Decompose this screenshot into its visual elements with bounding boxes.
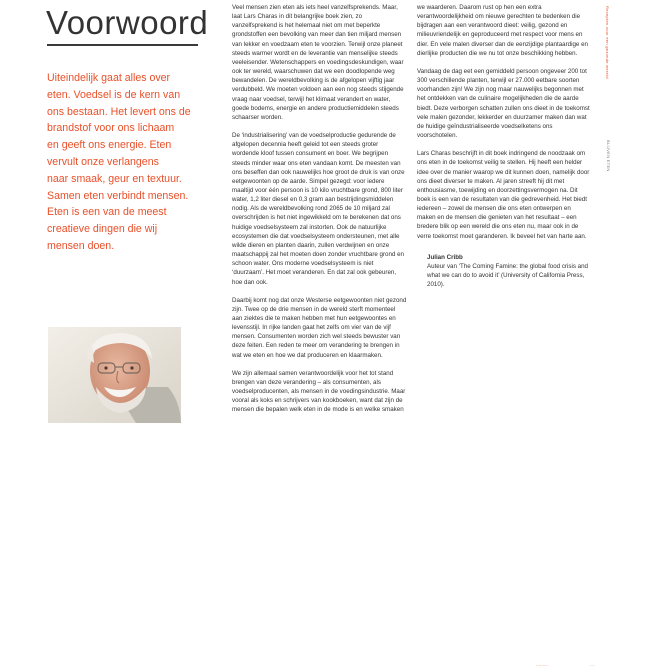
signature-name: Julian Cribb (427, 253, 463, 261)
intro-line: Eten is een van de meest (47, 206, 167, 219)
author-portrait (48, 327, 181, 423)
footer-mark: ··· (590, 663, 594, 668)
body-column-right (417, 3, 591, 298)
intro-line: eten. Voedsel is de kern van (47, 88, 181, 101)
intro-line: naar smaak, geur en textuur. (47, 172, 182, 185)
page-title: Voorwoord (46, 4, 209, 41)
footer-mark: ········· (536, 663, 548, 668)
intro-line: creatieve dingen die wij (47, 223, 158, 236)
body-paragraph: De ‘industrialisering’ van de voedselproductie gedurende de afgelopen decennia heeft geleid tot een steeds groter wordende kloof tussen consument en boer. We begrijpen steeds minder waar ons eten vandaan komt. De meesten van ons beseffen dan ook nauwelijks hoe groot de druk is van onze eetgewoonten op de aarde. Simpel gezegd: voor iedere maaltijd voor één persoon is 10 kilo vruchtbare grond, 800 liter water, 1,2 liter diesel en 0,3 gram aan bestrijdingsmiddelen nodig. Als de wereldbevolking rond 2065 de 10 miljard zal overschrijden is het niet ingewikkeld om te berekenen dat ons huidige voedselsysteem zal instorten. Ook de natuurlijke ecosystemen die dat voedselsysteem ondersteunen, met alle wilde dieren en planten daarin, zullen verdwijnen en onze maatschappij zal het moeten doen zonder vruchtbare grond en schoon water. Ons moderne voedselsysteem is niet ‘duurzaam’. Het moet veranderen. En dat zal ook gebeuren, hoe dan ook. (232, 132, 405, 286)
intro-line: Uiteindelijk gaat alles over (47, 72, 171, 84)
intro-line: Samen eten verbindt mensen. (47, 189, 189, 202)
title-underline (47, 44, 198, 46)
body-paragraph: Vandaag de dag eet een gemiddeld persoon ongeveer 200 tot 300 verschillende planten, terwijl er 27.000 eetbare soorten voorhanden zijn! We zijn nog maar nauwelijks begonnen met het ontdekken van de culinaire mogelijkheden die de aarde biedt. Deze verborgen schatten zullen ons dieet in de toekomst vele malen gezonder, lekkerder en duurzamer maken dan wat de huidige geïndustrialiseerde voedselketens ons voorschotelen. (417, 67, 590, 140)
intro-line: ons bestaan. Het levert ons de (47, 105, 191, 118)
running-header-label: Recepten voor een gezonde wereld (605, 6, 610, 79)
intro-line: brandstof voor ons lichaam (47, 122, 175, 135)
author-portrait-drawing (48, 327, 181, 423)
body-paragraph: we waarderen. Daarom rust op hen een extra verantwoordelijkheid om nieuwe gerechten te bedenken die bijdragen aan een verantwoord dieet: veilig, gezond en milieuvriendelijk en geproduceerd met respect voor mens en dier. En vele malen diverser dan de eenzijdige plantaardige en dierlijke producten die we nu tot onze beschikking hebben. (417, 4, 588, 57)
intro-line: en geeft ons energie. Eten (47, 139, 172, 152)
intro-line: vervult onze verlangens (47, 155, 159, 168)
body-paragraph: Veel mensen zien eten als iets heel vanzelfsprekends. Maar, laat Lars Charas in dit belangrijke boek zien, zo vanzelfsprekend is het helemaal niet om met beperkte grondstoffen een bevolking van meer dan tien miljard mensen van lekker en voedzaam eten te voorzien. Terwijl onze planeet steeds warmer wordt en de leverantie van menselijke steeds veeleisender. Wetenschappers en voedingsdeskundigen, waar ook ter wereld, waarschuwen dat we een doodlopende weg bewandelen. De wereldbevolking is de afgelopen vijftig jaar verdubbeld. We moeten voldoen aan een nog steeds stijgende vraag naar voedsel, terwijl het klimaat verandert en water, goede bodems, energie en andere productiemiddelen steeds schaarser worden. (232, 4, 404, 121)
body-column-left (232, 3, 407, 424)
body-paragraph: Lars Charas beschrijft in dit boek indringend de noodzaak om ons eten in de toekomst veilig te stellen. Hij heeft een helder idee over de manier waarop we dit kunnen doen, namelijk door ons dieet diverser te maken. Al jaren streeft hij dit met enthousiasme, toewijding en doorzettingsvermogen na. Dit boek is een van de resultaten van die gedrevenheid. Het biedt iedereen – zowel de mensen die ons eten ontwerpen en maken en de mensen die genieten van het resultaat – een bredere blik op een wereld die ons eten nu, maar ook in de verre toekomst moet garanderen. Ik beveel het van harte aan. (417, 150, 590, 240)
signature-description: Auteur van ‘The Coming Famine: the global food crisis and what we can do to avoid it’ (University of California Press, 2010). (427, 262, 588, 289)
body-paragraph: Daarbij komt nog dat onze Westerse eetgewoonten niet gezond zijn. Twee op de drie mensen in de wereld sterft momenteel aan ziektes die te maken hebben met hun eetgewoontes en levensstijl. In rijke landen gaat het zelfs om vier van de vijf mensen. Consumenten worden zich wel steeds bewuster van deze feiten. Een reden te meer om verandering te brengen in wat we eten en hoe we dat produceren en klaarmaken. (232, 296, 407, 359)
intro-line: mensen doen. (47, 239, 115, 252)
section-side-label: BLIJVEN ETEN (606, 140, 611, 172)
intro-quote (47, 70, 197, 255)
body-paragraph: We zijn allemaal samen verantwoordelijk voor het tot stand brengen van deze verandering – als consumenten, als voedselproducenten, als mensen in de voedingsindustrie. Maar vooral als koks en schrijvers van kookboeken, want dat zijn de mensen die bepalen welk eten in de mode is en welke smaken (232, 369, 406, 414)
